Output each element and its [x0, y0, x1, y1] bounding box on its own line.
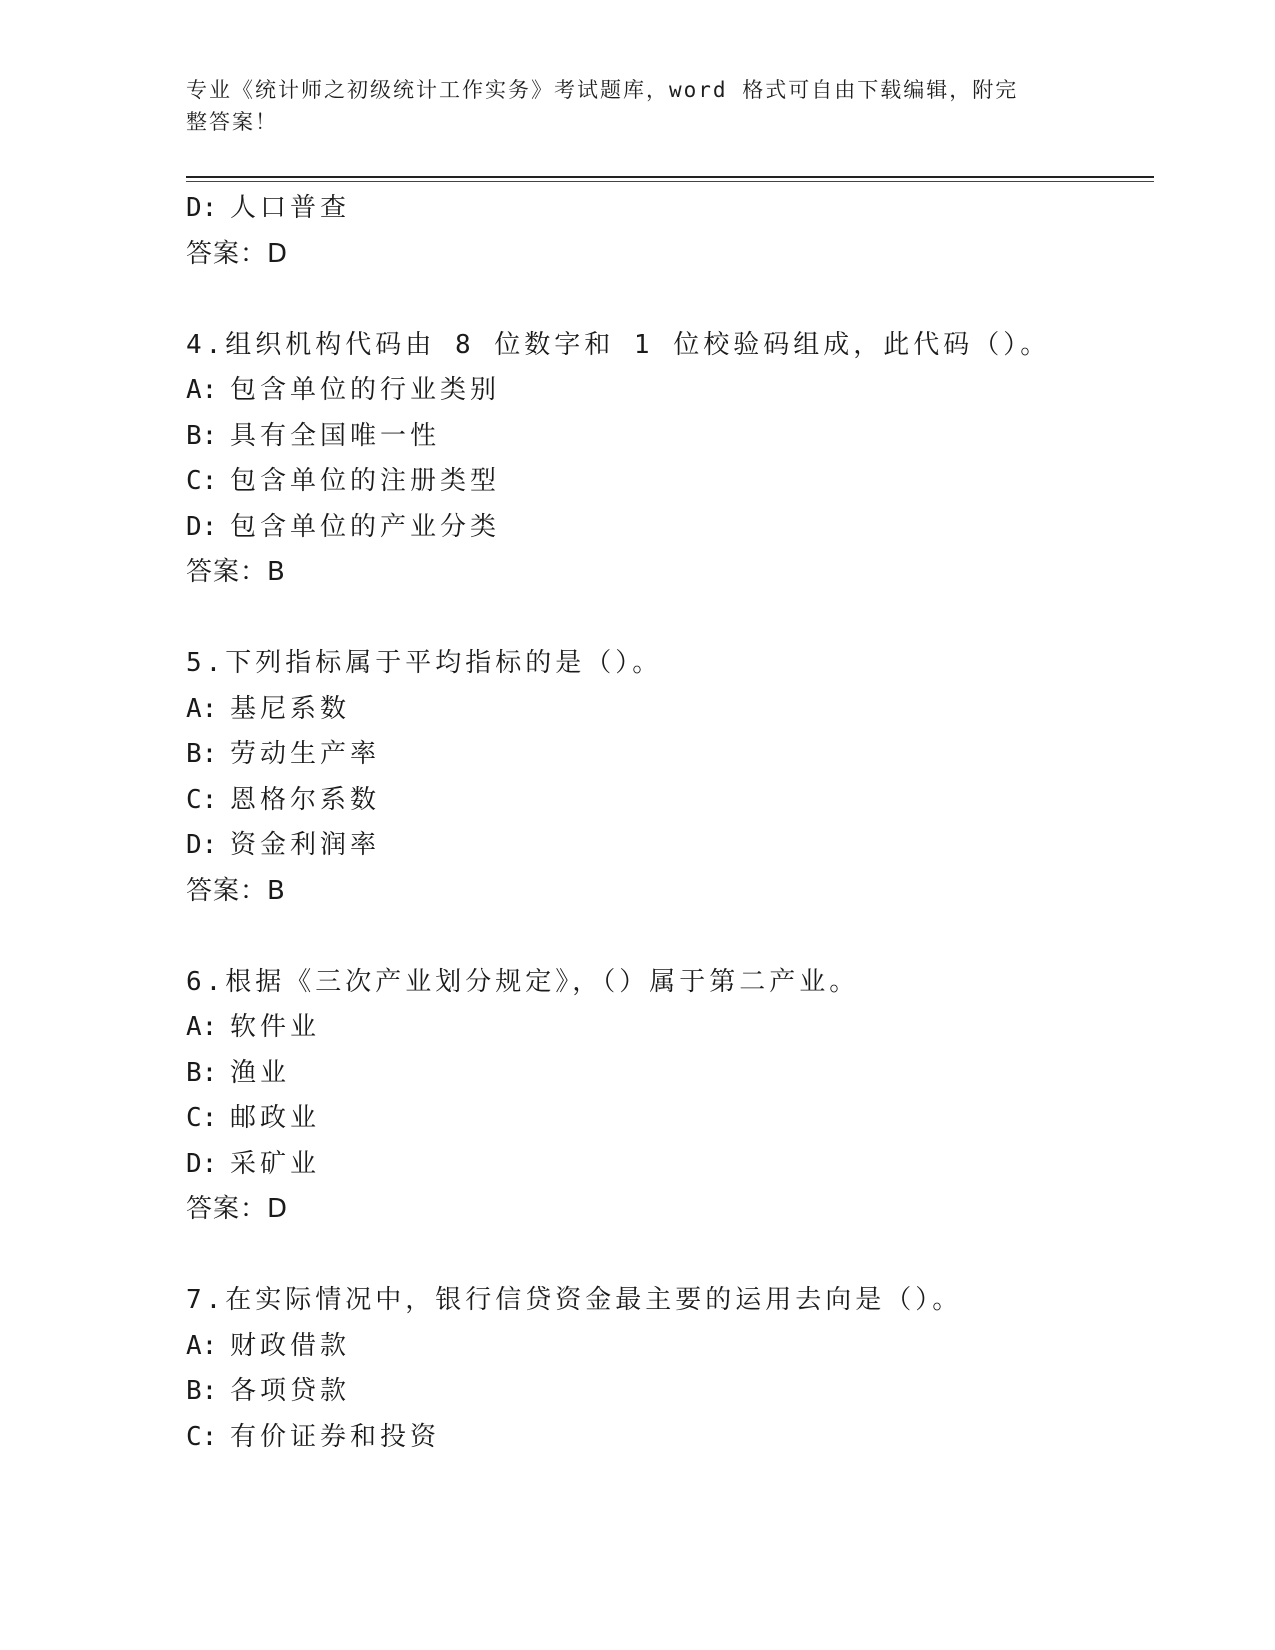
spacer — [186, 914, 1146, 960]
q5-option-c — [186, 778, 1146, 824]
option-label: D: — [186, 1148, 218, 1179]
option-text: 采矿业 — [230, 1148, 321, 1179]
option-text: 基尼系数 — [230, 693, 351, 724]
q4-option-a — [186, 368, 1146, 414]
option-text: 财政借款 — [230, 1330, 351, 1361]
option-text: 包含单位的注册类型 — [230, 466, 501, 496]
option-text: 具有全国唯一性 — [230, 420, 441, 451]
q7-option-a — [186, 1324, 1146, 1370]
option-text: 软件业 — [230, 1012, 321, 1042]
q7-option-c — [186, 1415, 1146, 1461]
spacer — [186, 277, 1146, 323]
q5-question: 5.下列指标属于平均指标的是（）。 — [186, 648, 663, 678]
document-header — [186, 74, 1066, 138]
header-divider-thick — [186, 176, 1154, 178]
option-label: A: — [186, 375, 218, 405]
spacer — [186, 596, 1146, 642]
option-label: B: — [186, 420, 218, 451]
q5-option-d — [186, 823, 1146, 869]
option-label: A: — [186, 1012, 218, 1042]
option-text: 包含单位的行业类别 — [230, 375, 501, 405]
q3-option-d — [186, 186, 1146, 232]
option-text: 资金利润率 — [230, 830, 381, 860]
question-list — [186, 186, 1146, 1460]
q4-option-c — [186, 459, 1146, 505]
q6-option-d — [186, 1142, 1146, 1188]
q5-answer: 答案：B — [186, 875, 286, 906]
q6-option-b — [186, 1051, 1146, 1097]
option-label: B: — [186, 739, 218, 769]
q6-answer: 答案：D — [186, 1194, 289, 1224]
q4-question: 4.组织机构代码由 8 位数字和 1 位校验码组成，此代码（）。 — [186, 329, 1051, 360]
q5-option-a — [186, 687, 1146, 733]
option-text: 恩格尔系数 — [230, 784, 381, 815]
option-text: 邮政业 — [230, 1103, 321, 1133]
q4-option-d — [186, 505, 1146, 551]
header-line-1: 专业《统计师之初级统计工作实务》考试题库，word 格式可自由下载编辑，附完 — [186, 78, 1019, 102]
q6-option-a — [186, 1005, 1146, 1051]
header-divider-thin — [186, 181, 1154, 182]
option-label: C: — [186, 784, 218, 815]
q5-option-b — [186, 732, 1146, 778]
option-label: D: — [186, 830, 218, 860]
q6-question: 6.根据《三次产业划分规定》，（）属于第二产业。 — [186, 966, 860, 997]
option-label: B: — [186, 1057, 218, 1088]
option-label: B: — [186, 1376, 218, 1406]
q7-question: 7.在实际情况中，银行信贷资金最主要的运用去向是（）。 — [186, 1285, 963, 1315]
option-text: 有价证券和投资 — [230, 1421, 441, 1452]
option-label: A: — [186, 1330, 218, 1361]
option-text: 劳动生产率 — [230, 739, 381, 769]
q3-answer: 答案：D — [186, 238, 289, 269]
option-label: D: — [186, 193, 218, 223]
header-line-2: 整答案！ — [186, 110, 278, 134]
q4-option-b — [186, 414, 1146, 460]
option-text: 人口普查 — [230, 193, 351, 223]
option-text: 包含单位的产业分类 — [230, 511, 501, 542]
q6-option-c — [186, 1096, 1146, 1142]
option-text: 各项贷款 — [230, 1376, 351, 1406]
q4-answer: 答案：B — [186, 557, 286, 587]
option-label: D: — [186, 511, 218, 542]
option-label: C: — [186, 1103, 218, 1133]
option-label: A: — [186, 693, 218, 724]
q7-option-b — [186, 1369, 1146, 1415]
option-label: C: — [186, 1421, 218, 1452]
option-text: 渔业 — [230, 1057, 291, 1088]
option-label: C: — [186, 466, 218, 496]
spacer — [186, 1233, 1146, 1279]
